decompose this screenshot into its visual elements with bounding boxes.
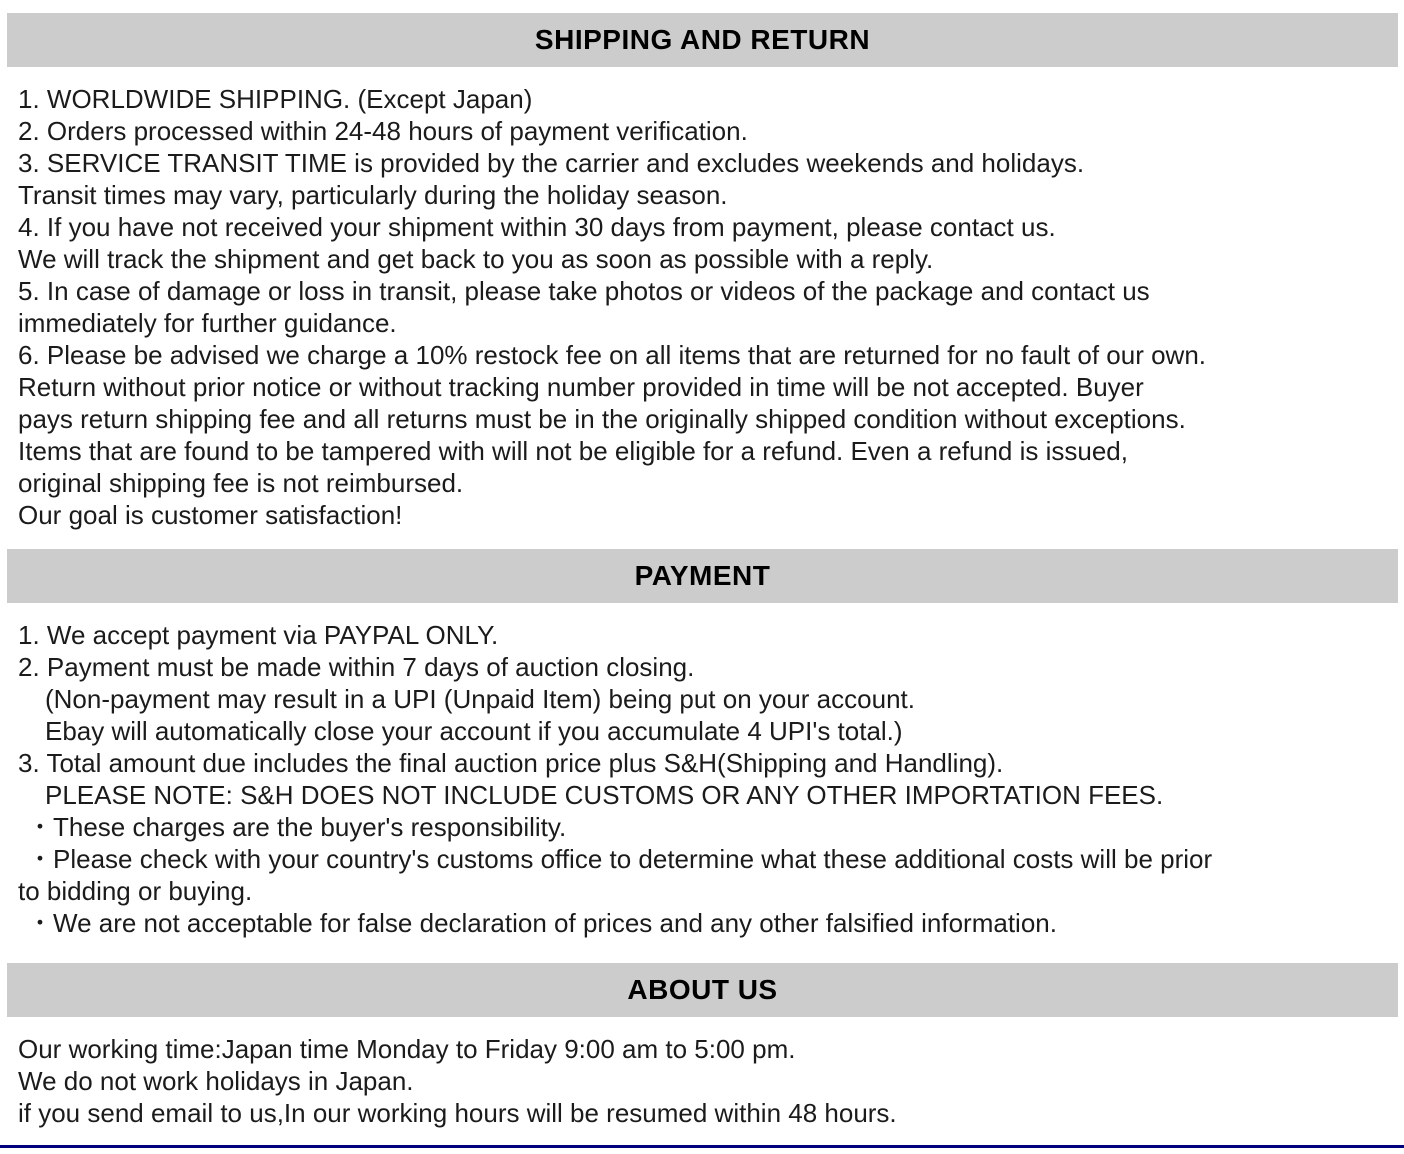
text-line: ・We are not acceptable for false declaration of prices and any other falsified information. bbox=[27, 908, 1057, 938]
section-header-payment: PAYMENT bbox=[7, 549, 1398, 603]
text-line: 3. Total amount due includes the final auction price plus S&H(Shipping and Handling). bbox=[18, 748, 1004, 778]
text-line: immediately for further guidance. bbox=[18, 308, 397, 338]
section-about-us bbox=[0, 1017, 1404, 1129]
section-header-shipping-and-return: SHIPPING AND RETURN bbox=[7, 13, 1398, 67]
text-line: We do not work holidays in Japan. bbox=[18, 1066, 414, 1096]
text-line: original shipping fee is not reimbursed. bbox=[18, 468, 464, 498]
text-line: Our working time:Japan time Monday to Friday 9:00 am to 5:00 pm. bbox=[18, 1034, 796, 1064]
text-line: Transit times may vary, particularly during the holiday season. bbox=[18, 180, 728, 210]
text-line: 2. Orders processed within 24-48 hours of payment verification. bbox=[18, 116, 748, 146]
text-line: Our goal is customer satisfaction! bbox=[18, 500, 403, 530]
text-line: ・These charges are the buyer's responsibility. bbox=[27, 812, 567, 842]
text-line: if you send email to us,In our working hours will be resumed within 48 hours. bbox=[18, 1098, 897, 1128]
text-line: Items that are found to be tampered with will not be eligible for a refund. Even a refund is issued, bbox=[18, 436, 1128, 466]
text-line: 2. Payment must be made within 7 days of auction closing. bbox=[18, 652, 695, 682]
text-line: 1. We accept payment via PAYPAL ONLY. bbox=[18, 620, 499, 650]
text-line: ・Please check with your country's customs office to determine what these additional costs will be prior bbox=[27, 844, 1213, 874]
text-line: We will track the shipment and get back to you as soon as possible with a reply. bbox=[18, 244, 934, 274]
text-line: Ebay will automatically close your account if you accumulate 4 UPI's total.) bbox=[45, 716, 903, 746]
text-line: PLEASE NOTE: S&H DOES NOT INCLUDE CUSTOMS OR ANY OTHER IMPORTATION FEES. bbox=[45, 780, 1164, 810]
text-line: 5. In case of damage or loss in transit, please take photos or videos of the package and contact us bbox=[18, 276, 1150, 306]
text-line: pays return shipping fee and all returns must be in the originally shipped condition without exceptions. bbox=[18, 404, 1186, 434]
text-line: 3. SERVICE TRANSIT TIME is provided by the carrier and excludes weekends and holidays. bbox=[18, 148, 1085, 178]
text-line: 4. If you have not received your shipment within 30 days from payment, please contact us. bbox=[18, 212, 1056, 242]
text-line: Return without prior notice or without tracking number provided in time will be not accepted. Buyer bbox=[18, 372, 1144, 402]
text-line: 6. Please be advised we charge a 10% restock fee on all items that are returned for no fault of our own. bbox=[18, 340, 1207, 370]
footer-divider bbox=[0, 1145, 1404, 1148]
text-line: (Non-payment may result in a UPI (Unpaid Item) being put on your account. bbox=[45, 684, 915, 714]
section-payment bbox=[0, 603, 1404, 963]
section-header-about-us: ABOUT US bbox=[7, 963, 1398, 1017]
section-shipping-and-return bbox=[0, 67, 1404, 549]
text-line: 1. WORLDWIDE SHIPPING. (Except Japan) bbox=[18, 84, 533, 114]
text-line: to bidding or buying. bbox=[18, 876, 253, 906]
